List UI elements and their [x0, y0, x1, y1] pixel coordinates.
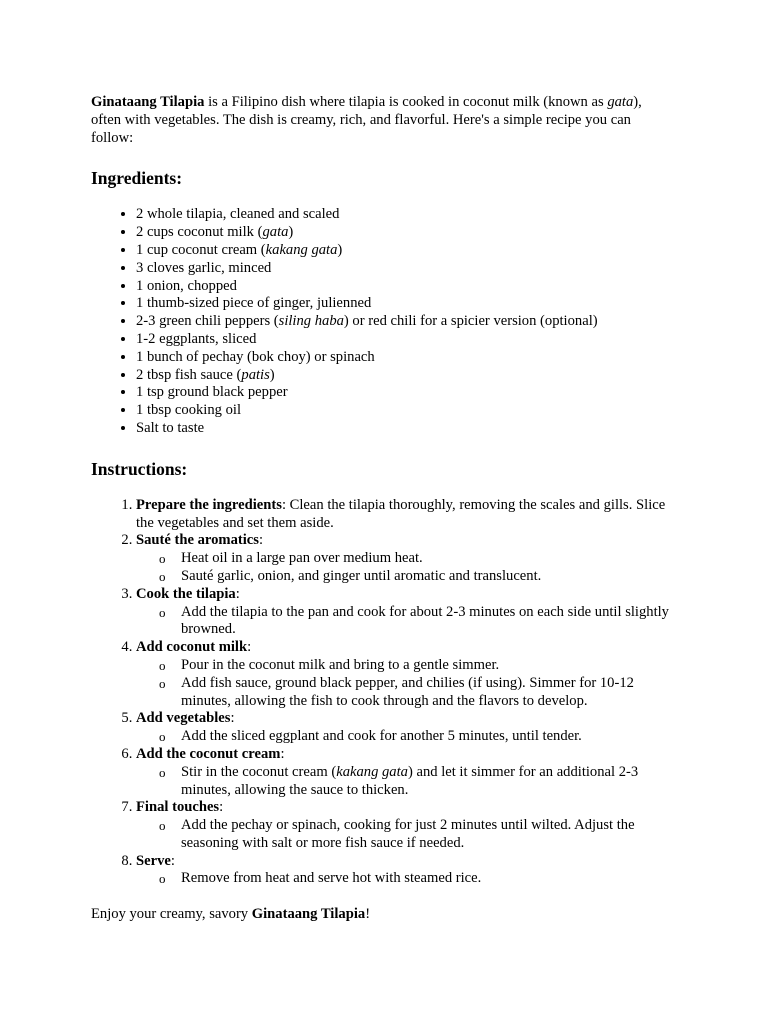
ingredient-text: 3 cloves garlic, minced [136, 259, 272, 276]
ingredient-text-end: ) [337, 241, 343, 258]
ingredient-text-end: ) [288, 224, 294, 241]
ingredient-text: 2-3 green chili peppers ( [136, 313, 279, 330]
ingredient-item [136, 402, 671, 420]
step-desc: : [235, 585, 240, 602]
step-desc: : [230, 710, 235, 727]
intro-text-end: ), often with vegetables. The dish is creamy, rich, and flavorful. Here's a simple recipe you can follow: [91, 94, 642, 146]
substep-item [181, 657, 671, 675]
ingredient-text: 1 tbsp cooking oil [136, 402, 241, 419]
step-title: Serve [136, 852, 171, 869]
instruction-step [136, 497, 671, 533]
ingredient-text-end: ) [269, 366, 275, 383]
substep-list [136, 550, 671, 586]
outro-paragraph [91, 906, 671, 924]
recipe-document [91, 94, 671, 924]
step-title: Add the coconut cream [136, 745, 281, 762]
step-title: Final touches [136, 799, 220, 816]
outro-text-end: ! [365, 906, 371, 923]
ingredient-text: 2 cups coconut milk ( [136, 224, 263, 241]
instruction-step [136, 710, 671, 746]
substep-item [181, 675, 671, 711]
substep-item [181, 604, 671, 640]
intro-paragraph [91, 94, 671, 147]
ingredient-text: Salt to taste [136, 419, 205, 436]
step-desc: : Clean the tilapia thoroughly, removing the scales and gills. Slice the vegetables and set them aside. [136, 496, 666, 531]
instructions-list [91, 497, 671, 889]
substep-item [181, 568, 671, 586]
intro-text: is a Filipino dish where tilapia is cooked in coconut milk (known as [204, 94, 608, 110]
substep-item [181, 817, 671, 853]
step-desc: : [280, 745, 285, 762]
step-title: Add coconut milk [136, 639, 248, 656]
ingredients-list [91, 206, 671, 437]
step-title: Prepare the ingredients [136, 496, 282, 513]
step-title: Add vegetables [136, 710, 231, 727]
ingredient-item [136, 224, 671, 242]
ingredient-text: 1-2 eggplants, sliced [136, 330, 257, 347]
substep-item [181, 728, 671, 746]
ingredient-text: 1 tsp ground black pepper [136, 384, 288, 401]
substep-text: Stir in the coconut cream ( [181, 763, 337, 780]
ingredient-text: 2 tbsp fish sauce ( [136, 366, 242, 383]
ingredient-text: 2 whole tilapia, cleaned and scaled [136, 206, 340, 223]
ingredient-term: patis [241, 366, 270, 383]
intro-term: gata [607, 94, 634, 110]
substep-text: Add fish sauce, ground black pepper, and chilies (if using). Simmer for 10-12 minutes, allowing the fish to cook through and the flavors to develop. [181, 674, 634, 709]
outro-dish-name: Ginataang Tilapia [251, 906, 366, 923]
ingredient-item [136, 242, 671, 260]
ingredient-term: siling haba [278, 313, 344, 330]
ingredients-heading: Ingredients: [91, 168, 183, 189]
step-title: Sauté the aromatics [136, 532, 259, 549]
substep-list [136, 604, 671, 640]
substep-item [181, 550, 671, 568]
step-desc: : [247, 639, 252, 656]
substep-text: Add the sliced eggplant and cook for another 5 minutes, until tender. [181, 728, 582, 745]
ingredient-item [136, 420, 671, 438]
substep-text: Add the tilapia to the pan and cook for about 2-3 minutes on each side until slightly browned. [181, 603, 669, 638]
substep-text: Heat oil in a large pan over medium heat. [181, 550, 423, 567]
substep-text-end: ) and let it simmer for an additional 2-3 minutes, allowing the sauce to thicken. [181, 763, 639, 798]
ingredient-item [136, 295, 671, 313]
outro-text: Enjoy your creamy, savory [91, 906, 252, 923]
step-desc: : [170, 852, 175, 869]
instruction-step [136, 586, 671, 639]
ingredient-item [136, 384, 671, 402]
instruction-step [136, 532, 671, 585]
substep-text: Add the pechay or spinach, cooking for just 2 minutes until wilted. Adjust the seasoning with salt or more fish sauce if needed. [181, 817, 635, 851]
substep-item [181, 870, 671, 888]
ingredient-text-end: ) or red chili for a spicier version (optional) [343, 313, 598, 330]
substep-list [136, 870, 671, 888]
substep-text: Pour in the coconut milk and bring to a gentle simmer. [181, 656, 500, 673]
ingredient-item [136, 313, 671, 331]
instructions-heading: Instructions: [91, 458, 188, 479]
ingredient-item [136, 331, 671, 349]
ingredient-text: 1 onion, chopped [136, 277, 237, 294]
ingredient-text: 1 bunch of pechay (bok choy) or spinach [136, 348, 375, 365]
substep-item [181, 764, 671, 800]
ingredient-item [136, 367, 671, 385]
instruction-step [136, 639, 671, 710]
substep-list [136, 728, 671, 746]
instruction-step [136, 853, 671, 889]
instruction-step [136, 746, 671, 799]
step-desc: : [219, 799, 224, 816]
ingredient-item [136, 206, 671, 224]
instruction-step [136, 799, 671, 852]
ingredient-text: 1 cup coconut cream ( [136, 241, 266, 258]
substep-text: Remove from heat and serve hot with steamed rice. [181, 870, 482, 887]
ingredient-item [136, 278, 671, 296]
substep-list [136, 817, 671, 853]
substep-list [136, 764, 671, 800]
step-desc: : [258, 532, 264, 549]
ingredient-text: 1 thumb-sized piece of ginger, julienned [136, 295, 372, 312]
ingredient-term: kakang gata [265, 241, 338, 258]
ingredient-item [136, 260, 671, 278]
ingredient-item [136, 349, 671, 367]
ingredient-term: gata [262, 224, 289, 241]
substep-term: kakang gata [336, 763, 408, 780]
dish-name: Ginataang Tilapia [91, 94, 205, 110]
substep-text: Sauté garlic, onion, and ginger until aromatic and translucent. [181, 567, 542, 584]
step-title: Cook the tilapia [136, 585, 236, 602]
substep-list [136, 657, 671, 710]
